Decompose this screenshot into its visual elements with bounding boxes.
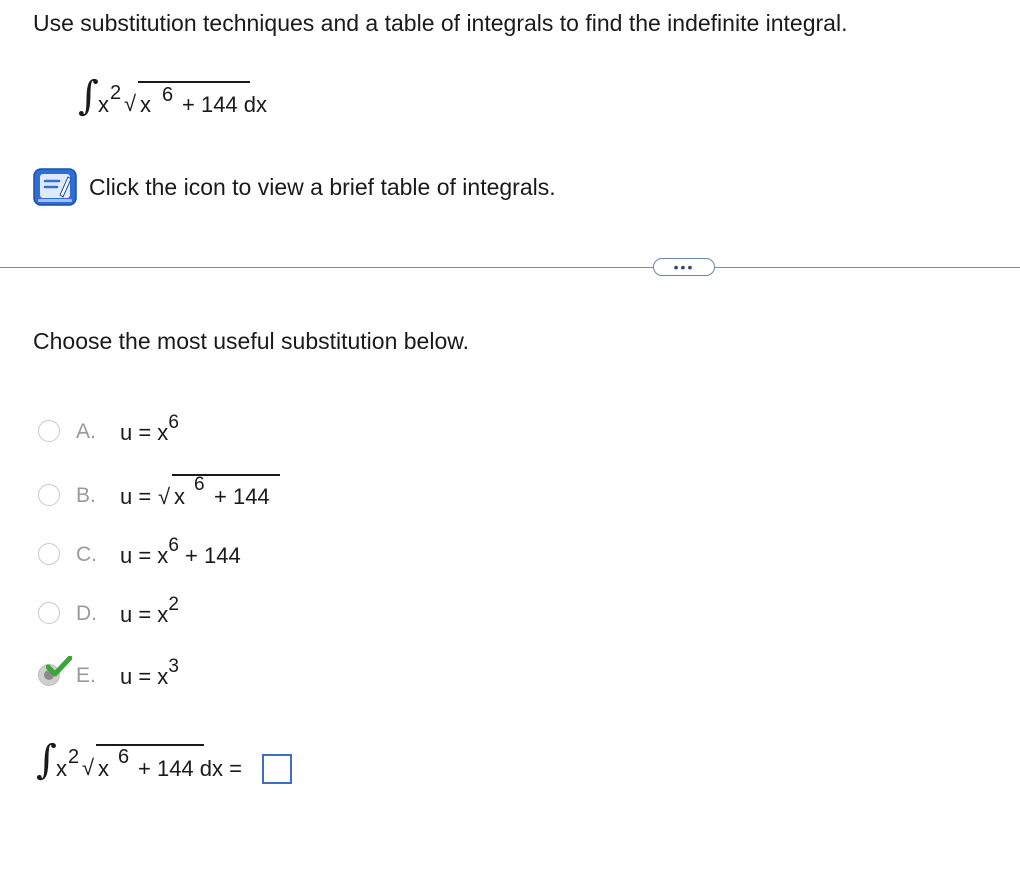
answer-input[interactable]: [262, 754, 292, 784]
choice-d-expression: [120, 594, 179, 628]
choice-c-letter: C.: [76, 543, 97, 566]
choice-e-exponent: 3: [168, 656, 179, 677]
answer-radical-sign: √: [82, 755, 95, 780]
choice-d-letter: D.: [76, 602, 97, 625]
choice-b-lhs: u =: [120, 484, 152, 509]
choice-a-exponent: 6: [168, 412, 179, 433]
choice-b[interactable]: [38, 474, 438, 512]
problem-integral: [78, 73, 298, 130]
integral-sign: ∫: [78, 73, 99, 119]
integral-base: x: [98, 92, 109, 117]
radical-sign: √: [124, 91, 137, 116]
choice-b-letter: B.: [76, 484, 96, 507]
choice-e-letter: E.: [76, 664, 96, 687]
choice-b-tail: + 144: [214, 484, 270, 509]
choice-b-exponent: 6: [194, 474, 205, 495]
choice-c[interactable]: [38, 537, 438, 571]
choice-d-radio[interactable]: [38, 602, 60, 624]
integral-outer-exponent: 2: [110, 82, 122, 104]
choice-c-radio[interactable]: [38, 543, 60, 565]
correct-check-icon: [46, 656, 72, 683]
question-instruction: Use substitution techniques and a table of integrals to find the indefinite integral.: [33, 10, 848, 36]
integral-inner-base: x: [140, 92, 151, 117]
choice-b-radical: √: [158, 484, 171, 509]
choice-b-base: x: [174, 484, 185, 509]
choice-a-lhs: u = x: [120, 420, 169, 445]
table-of-integrals-icon[interactable]: [33, 167, 79, 207]
answer-integral: [36, 737, 306, 794]
answer-integral-base: x: [56, 756, 67, 781]
answer-tail: + 144 dx =: [138, 756, 242, 781]
substitution-prompt: Choose the most useful substitution below.: [33, 328, 469, 354]
choice-c-exponent: 6: [168, 535, 179, 556]
radical-bar: [138, 81, 250, 83]
integral-tail: + 144 dx: [182, 92, 268, 117]
choice-e-lhs: u = x: [120, 664, 169, 689]
choice-c-tail: + 144: [185, 543, 241, 568]
answer-radical-bar: [96, 744, 204, 746]
choice-d[interactable]: [38, 596, 438, 630]
choice-e[interactable]: [38, 658, 438, 692]
choice-c-lhs: u = x: [120, 543, 169, 568]
choice-c-expression: [120, 535, 241, 569]
answer-outer-exponent: 2: [68, 746, 80, 768]
choice-b-radio[interactable]: [38, 484, 60, 506]
answer-inner-base: x: [98, 756, 109, 781]
section-divider: [0, 267, 1020, 268]
choice-b-radical-bar: [172, 474, 280, 476]
integral-inner-exponent: 6: [162, 84, 174, 106]
choice-d-lhs: u = x: [120, 602, 169, 627]
more-options-button[interactable]: •••: [653, 258, 715, 276]
table-of-integrals-link[interactable]: [33, 167, 556, 207]
choice-a-expression: [120, 412, 179, 446]
table-of-integrals-text: Click the icon to view a brief table of integrals.: [89, 173, 556, 200]
choice-b-expression: [120, 474, 340, 518]
choice-a[interactable]: [38, 414, 438, 448]
choice-a-radio[interactable]: [38, 420, 60, 442]
choice-e-expression: [120, 656, 179, 690]
answer-inner-exponent: 6: [118, 746, 130, 768]
answer-integral-sign: ∫: [36, 737, 57, 783]
choice-d-exponent: 2: [168, 594, 179, 615]
choice-a-letter: A.: [76, 420, 96, 443]
